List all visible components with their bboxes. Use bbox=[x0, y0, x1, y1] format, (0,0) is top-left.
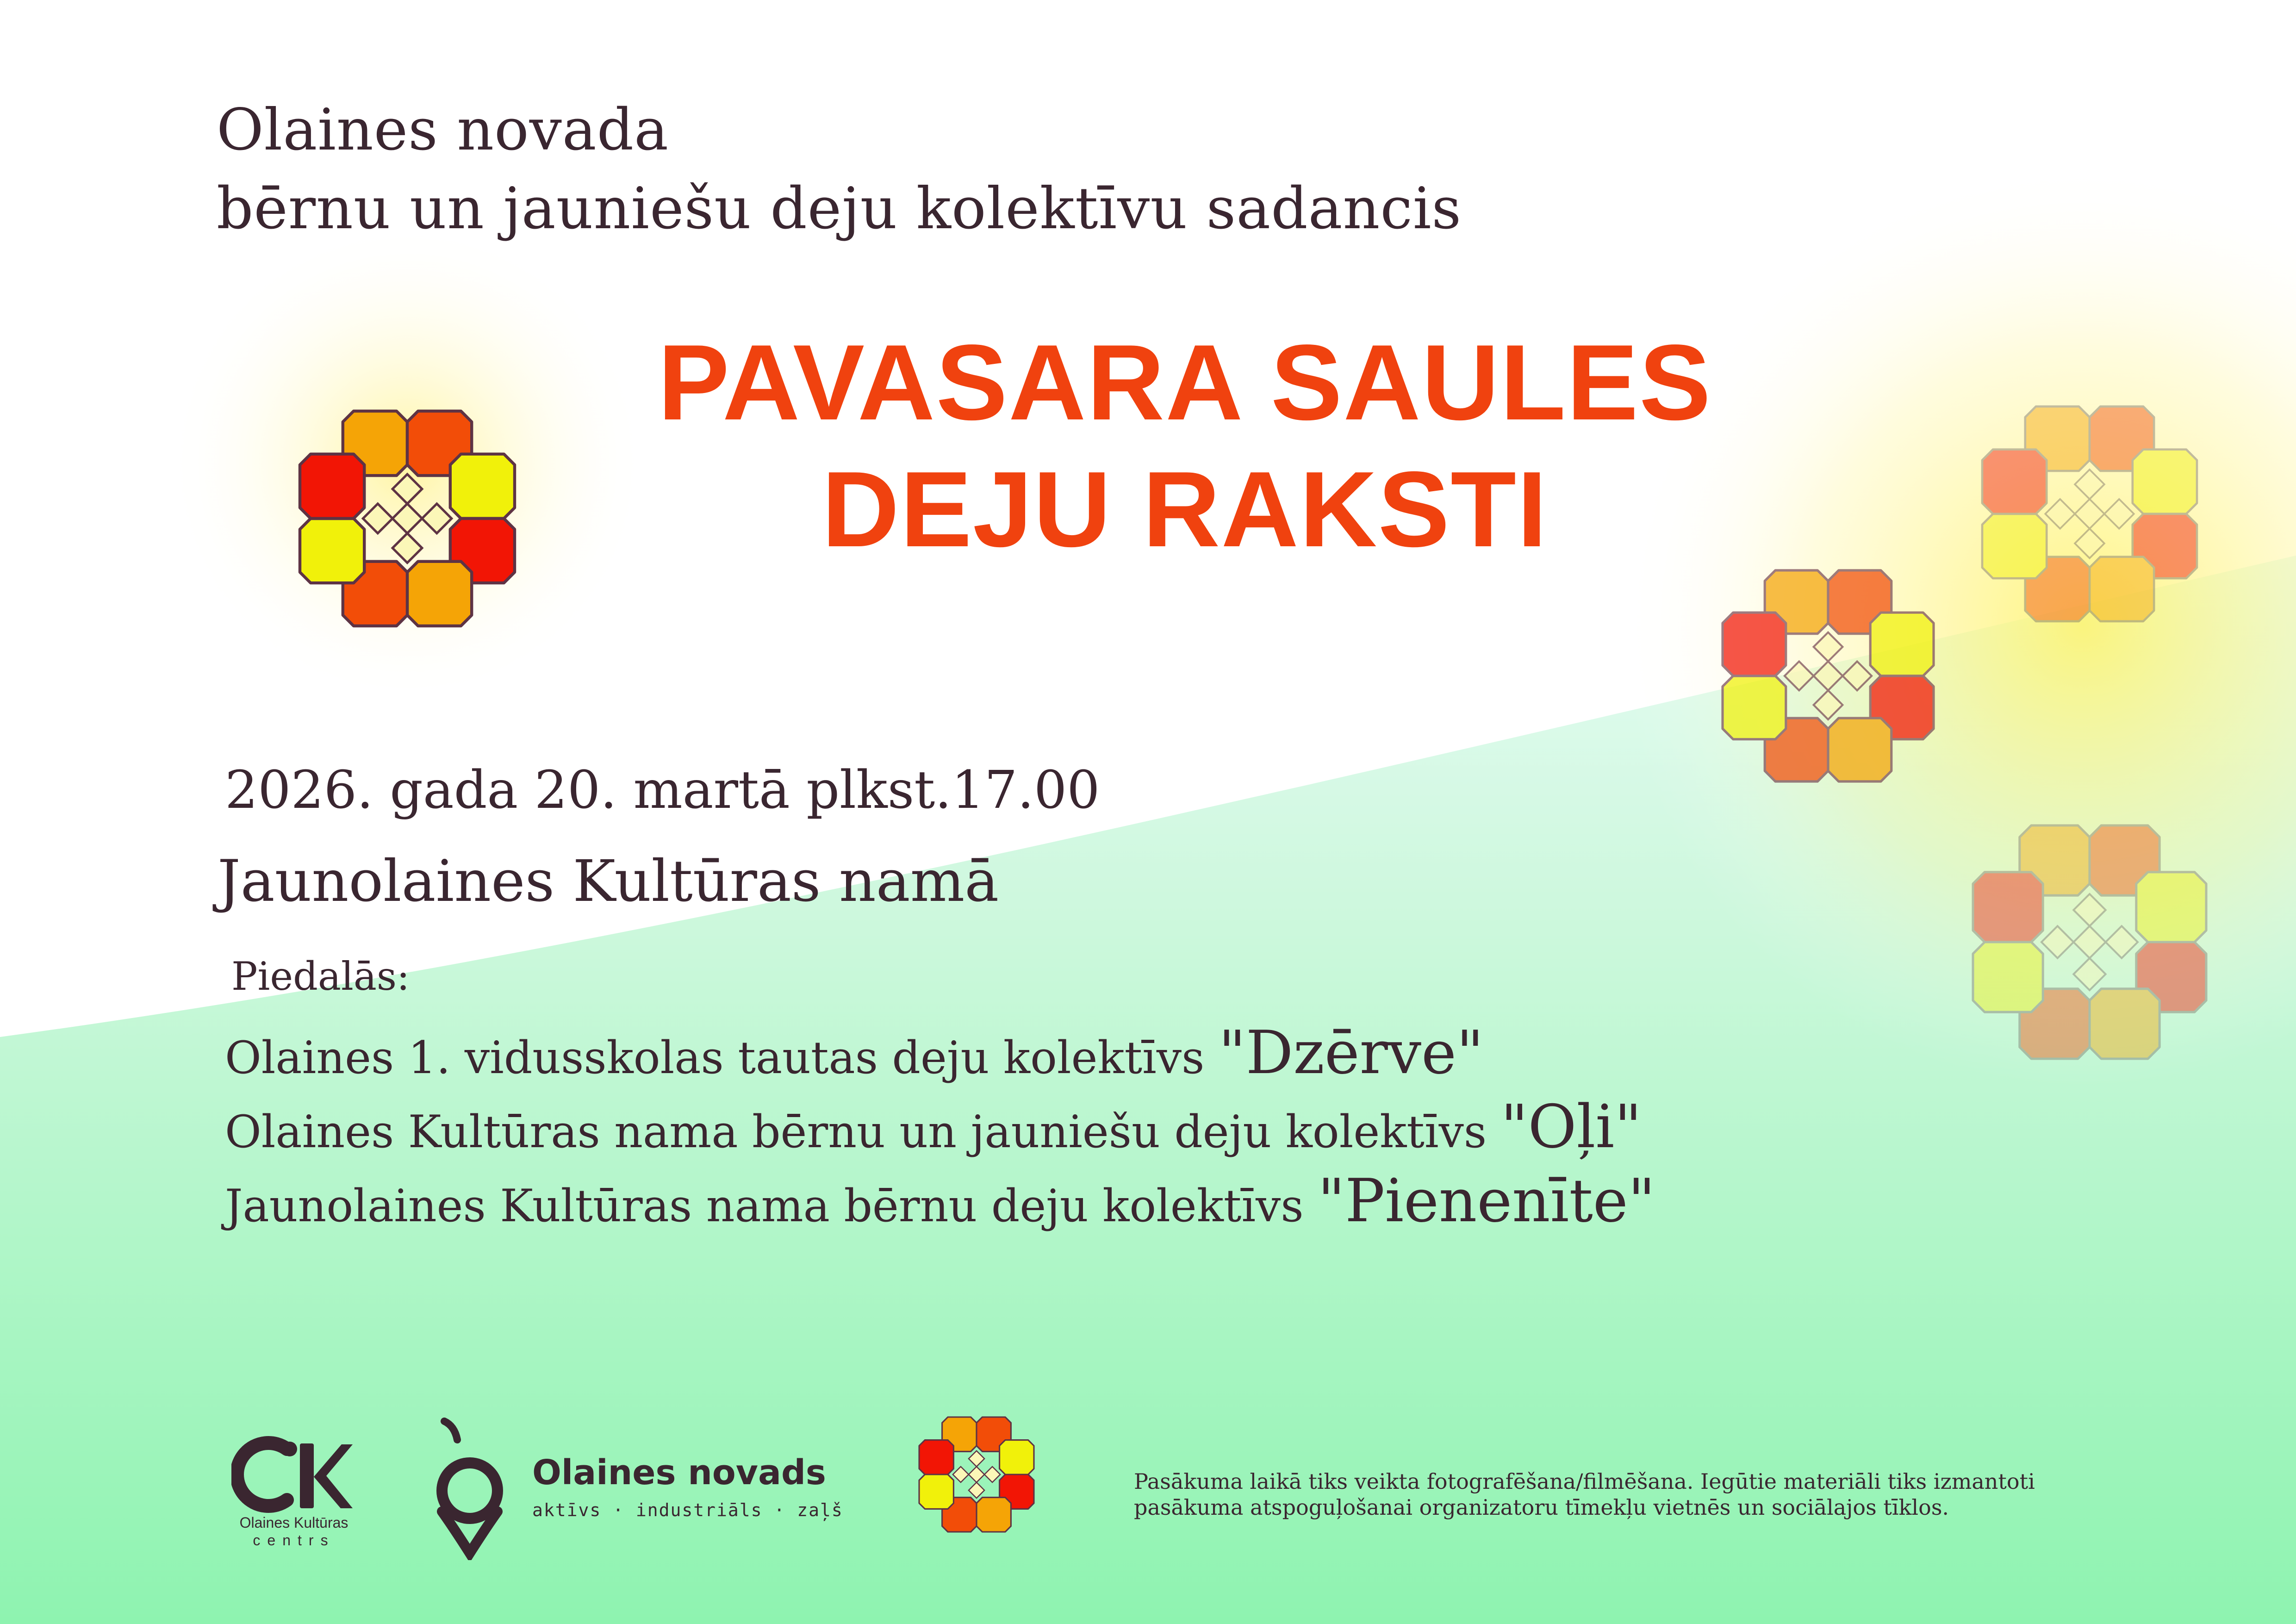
ornament-lattice bbox=[2041, 894, 2138, 990]
ornament-petal bbox=[919, 1440, 953, 1474]
olaines-novads-logo-mark bbox=[426, 1412, 514, 1560]
ornament-petal bbox=[1828, 718, 1892, 781]
ornament-petal bbox=[2090, 989, 2159, 1059]
intro-line-2: bērnu un jauniešu deju kolektīvu sadancis bbox=[217, 175, 1462, 242]
photo-notice bbox=[1134, 1468, 2035, 1520]
ornament-petal bbox=[450, 454, 515, 518]
olaines-novads-name: Olaines novads bbox=[532, 1453, 826, 1493]
sun-ornament-footer-logo bbox=[879, 1377, 1074, 1572]
ornament-large-top bbox=[1982, 406, 2197, 621]
ornament-lattice bbox=[1785, 632, 1872, 719]
participant-name: "Oļi" bbox=[1500, 1093, 1642, 1162]
ornament-petal bbox=[300, 518, 364, 583]
participant-item bbox=[225, 1018, 1484, 1087]
ornament-medium bbox=[1723, 570, 1934, 781]
ornament-lattice bbox=[953, 1451, 1000, 1498]
culture-centre-logo bbox=[231, 1430, 356, 1518]
ornament-petal bbox=[1870, 612, 1934, 676]
ornament-petal bbox=[1982, 514, 2047, 578]
ornament-petal bbox=[1982, 450, 2047, 514]
event-venue: Jaunolaines Kultūras namā bbox=[218, 848, 999, 915]
ornament-petal bbox=[300, 454, 364, 518]
olaines-novads-tagline: aktīvs · industriāls · zaļš bbox=[532, 1500, 843, 1520]
event-date: 2026. gada 20. martā plkst.17.00 bbox=[225, 760, 1100, 820]
participant-description: Jaunolaines Kultūras nama bērnu deju kolektīvs bbox=[225, 1180, 1318, 1232]
intro-heading bbox=[217, 91, 1462, 248]
ornament-petal bbox=[2090, 557, 2154, 621]
photo-notice-line-2: pasākuma atspoguļošanai organizatoru tīmekļu vietnēs un sociālajos tīklos. bbox=[1134, 1495, 1949, 1520]
participant-name: "Dzērve" bbox=[1218, 1018, 1484, 1087]
culture-centre-caption bbox=[227, 1514, 361, 1549]
event-title bbox=[537, 319, 1833, 573]
ornament-petal bbox=[407, 562, 472, 626]
participant-description: Olaines Kultūras nama bērnu un jauniešu deju kolektīvs bbox=[225, 1106, 1501, 1158]
ornament-petal bbox=[977, 1498, 1011, 1532]
ornament-lattice bbox=[2045, 469, 2134, 558]
ornament-petal bbox=[2133, 450, 2197, 514]
participant-item bbox=[225, 1093, 1642, 1162]
ornament-petal bbox=[1973, 872, 2043, 942]
participants-label: Piedalās: bbox=[231, 954, 410, 999]
ornament-petal bbox=[919, 1474, 953, 1509]
participant-description: Olaines 1. vidusskolas tautas deju kolektīvs bbox=[225, 1032, 1219, 1084]
ornament-petal bbox=[1973, 942, 2043, 1012]
title-line-2: DEJU RAKSTI bbox=[821, 450, 1548, 569]
intro-line-1: Olaines novada bbox=[217, 97, 669, 163]
ornament-petal bbox=[2136, 872, 2206, 942]
participant-item bbox=[225, 1167, 1655, 1236]
culture-centre-subname: centrs bbox=[253, 1532, 335, 1549]
ornament-petal bbox=[1723, 676, 1786, 739]
title-line-1: PAVASARA SAULES bbox=[658, 323, 1712, 443]
ornament-petal bbox=[1723, 612, 1786, 676]
culture-centre-name: Olaines Kultūras bbox=[239, 1514, 348, 1531]
ornament-lattice bbox=[363, 474, 451, 562]
ornament-large-bottom bbox=[1973, 825, 2206, 1059]
ornament-petal bbox=[1000, 1440, 1034, 1474]
participant-name: "Pienenīte" bbox=[1318, 1167, 1655, 1236]
photo-notice-line-1: Pasākuma laikā tiks veikta fotografēšana/filmēšana. Iegūtie materiāli tiks izmantoti bbox=[1134, 1469, 2035, 1494]
